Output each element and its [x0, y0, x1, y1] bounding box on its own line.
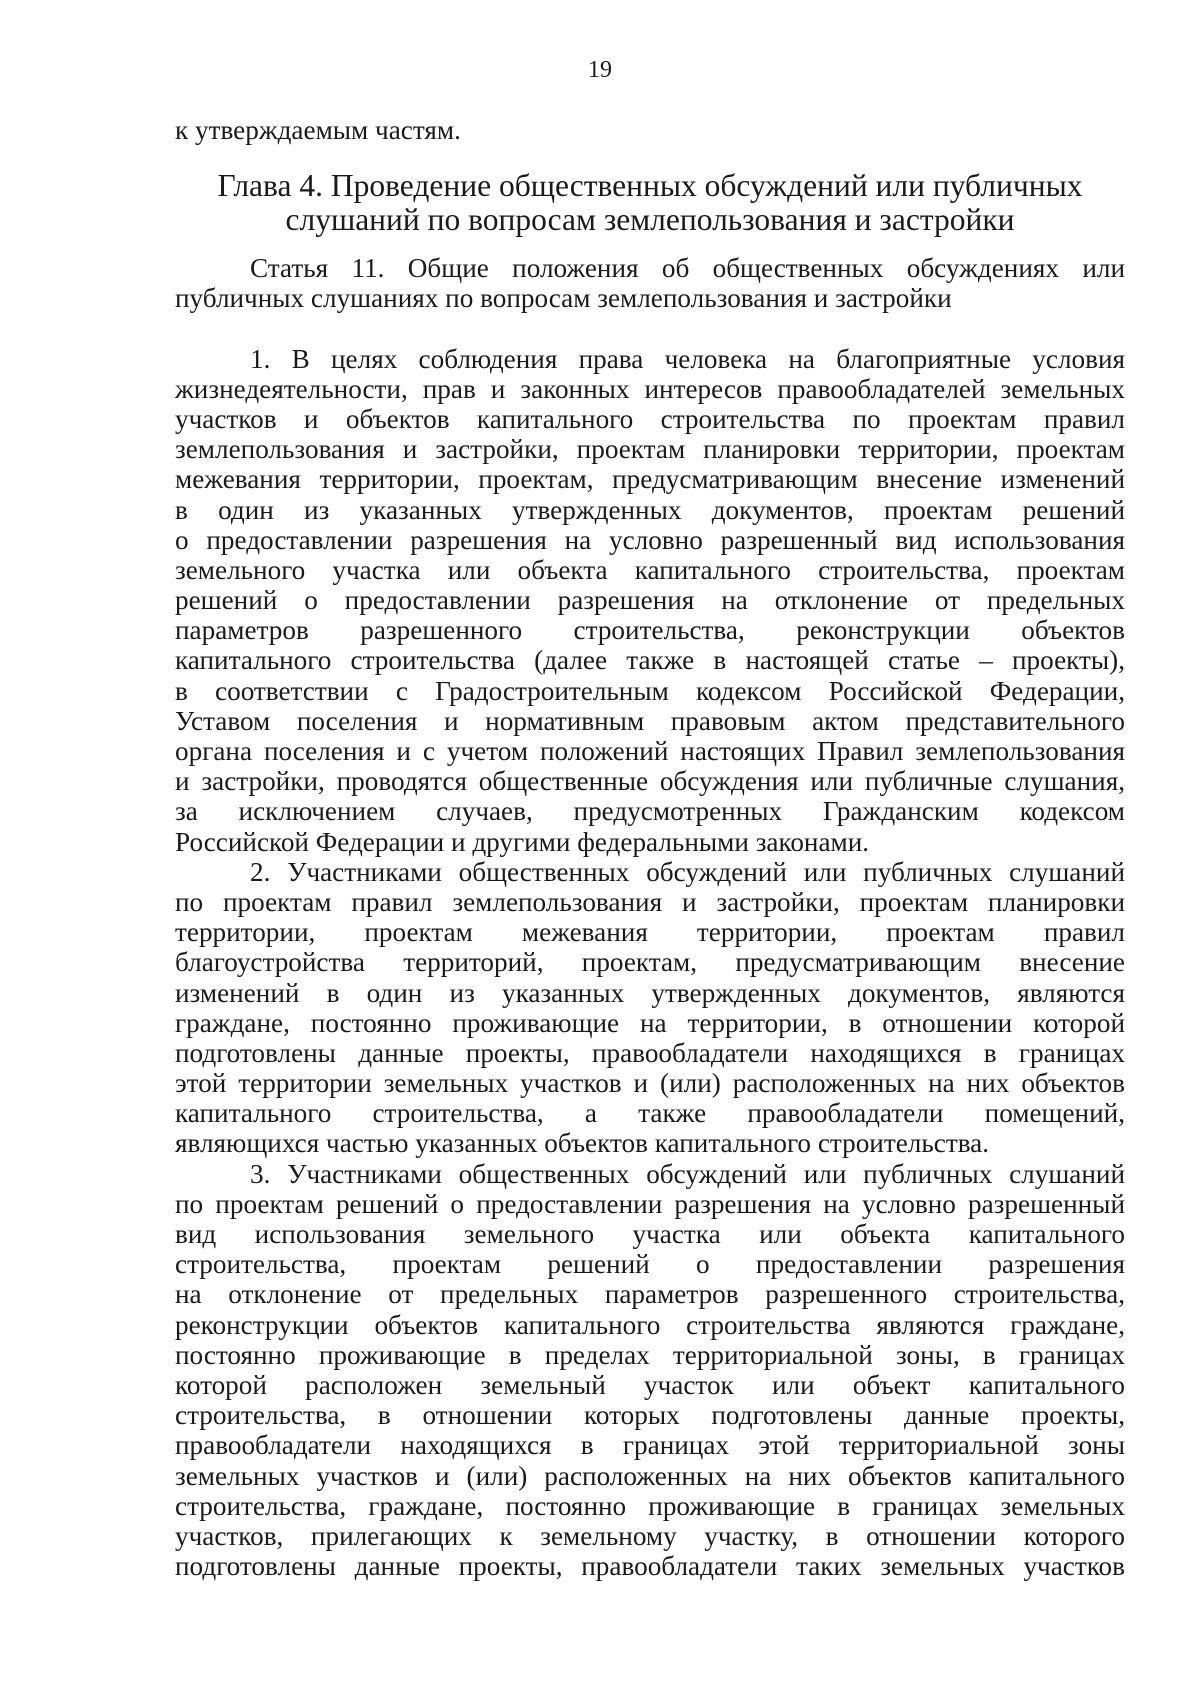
paragraph-line: за исключением случаев, предусмотренных Гражданским кодексом [175, 796, 1125, 827]
paragraph-line: в один из указанных утвержденных документов, проектам решений [175, 494, 1125, 525]
paragraph-line: капитального строительства (далее также в настоящей статье – проекты), [175, 645, 1125, 676]
paragraph-line: 2. Участниками общественных обсуждений или публичных слушаний [250, 856, 1125, 887]
paragraph-line: постоянно проживающие в пределах территориальной зоны, в границах [175, 1339, 1125, 1370]
paragraph-line: и застройки, проводятся общественные обсуждения или публичные слушания, [175, 766, 1125, 797]
chapter-title-line: Глава 4. Проведение общественных обсуждений или публичных [217, 168, 1083, 204]
article-title-line: публичных слушаниях по вопросам землепользования и застройки [175, 283, 952, 314]
article-title [175, 253, 1125, 313]
paragraph-line: строительства, в отношении которых подготовлены данные проекты, [175, 1400, 1125, 1431]
chapter-title [175, 169, 1125, 237]
paragraph-line: решений о предоставлении разрешения на отклонение от предельных [175, 585, 1125, 616]
paragraph-line: строительства, граждане, постоянно проживающие в границах земельных [175, 1490, 1125, 1521]
paragraph-line: этой территории земельных участков и (или) расположенных на них объектов [175, 1068, 1125, 1099]
document-body [175, 115, 1125, 1581]
paragraph-line: территории, проектам межевания территории, проектам правил [175, 917, 1125, 948]
paragraph-line: 1. В целях соблюдения права человека на благоприятные условия [250, 343, 1125, 374]
paragraph-line: строительства, проектам решений о предоставлении разрешения [175, 1249, 1125, 1280]
paragraph-line: по проектам правил землепользования и застройки, проектам планировки [175, 886, 1125, 917]
paragraph-line: участков и объектов капитального строительства по проектам правил [175, 403, 1125, 434]
article-title-line: Статья 11. Общие положения об общественных обсуждениях или [250, 253, 1125, 284]
paragraph-line: 3. Участниками общественных обсуждений или публичных слушаний [250, 1158, 1125, 1189]
paragraph-line: параметров разрешенного строительства, реконструкции объектов [175, 615, 1125, 646]
paragraph-line: о предоставлении разрешения на условно разрешенный вид использования [175, 524, 1125, 555]
paragraph-line: Российской Федерации и другими федеральными законами. [175, 826, 870, 857]
paragraph-line: изменений в один из указанных утвержденных документов, являются [175, 977, 1125, 1008]
paragraph-line: капитального строительства, а также правообладатели помещений, [175, 1098, 1125, 1129]
paragraph-line: жизнедеятельности, прав и законных интересов правообладателей земельных [175, 373, 1125, 404]
paragraph-line: землепользования и застройки, проектам планировки территории, проектам [175, 434, 1125, 465]
paragraph-line: являющихся частью указанных объектов капитального строительства. [175, 1128, 990, 1159]
paragraph-line: по проектам решений о предоставлении разрешения на условно разрешенный [175, 1188, 1125, 1219]
paragraph-line: вид использования земельного участка или объекта капитального [175, 1219, 1125, 1249]
paragraph [175, 1159, 1125, 1582]
paragraph-line: на отклонение от предельных параметров разрешенного строительства, [175, 1279, 1125, 1310]
paragraph-line: органа поселения и с учетом положений настоящих Правил землепользования [175, 736, 1125, 766]
chapter-title-line: слушаний по вопросам землепользования и застройки [285, 202, 1015, 238]
paragraph-line: земельных участков и (или) расположенных на них объектов капитального [175, 1460, 1125, 1491]
paragraph-line: земельного участка или объекта капитального строительства, проектам [175, 554, 1125, 585]
continuation-line: к утверждаемым частям. [175, 115, 461, 145]
paragraph-line: Уставом поселения и нормативным правовым актом представительного [175, 705, 1125, 736]
paragraph-line: которой расположен земельный участок или объект капитального [175, 1369, 1125, 1400]
page-number: 19 [588, 57, 612, 83]
paragraphs [175, 344, 1125, 1582]
paragraph-line: граждане, постоянно проживающие на территории, в отношении которой [175, 1007, 1125, 1038]
paragraph-line: подготовлены данные проекты, правообладатели находящихся в границах [175, 1037, 1125, 1068]
spacer [175, 314, 1125, 344]
paragraph [175, 857, 1125, 1159]
paragraph-line: подготовлены данные проекты, правообладатели таких земельных участков [175, 1551, 1125, 1582]
paragraph-line: в соответствии с Градостроительным кодексом Российской Федерации, [175, 675, 1125, 706]
paragraph-line: реконструкции объектов капитального строительства являются граждане, [175, 1309, 1125, 1340]
paragraph-line: правообладатели находящихся в границах этой территориальной зоны [175, 1430, 1125, 1461]
paragraph-line: благоустройства территорий, проектам, предусматривающим внесение [175, 947, 1125, 978]
paragraph-line: участков, прилегающих к земельному участку, в отношении которого [175, 1520, 1125, 1551]
paragraph-line: межевания территории, проектам, предусматривающим внесение изменений [175, 464, 1125, 495]
paragraph [175, 344, 1125, 857]
